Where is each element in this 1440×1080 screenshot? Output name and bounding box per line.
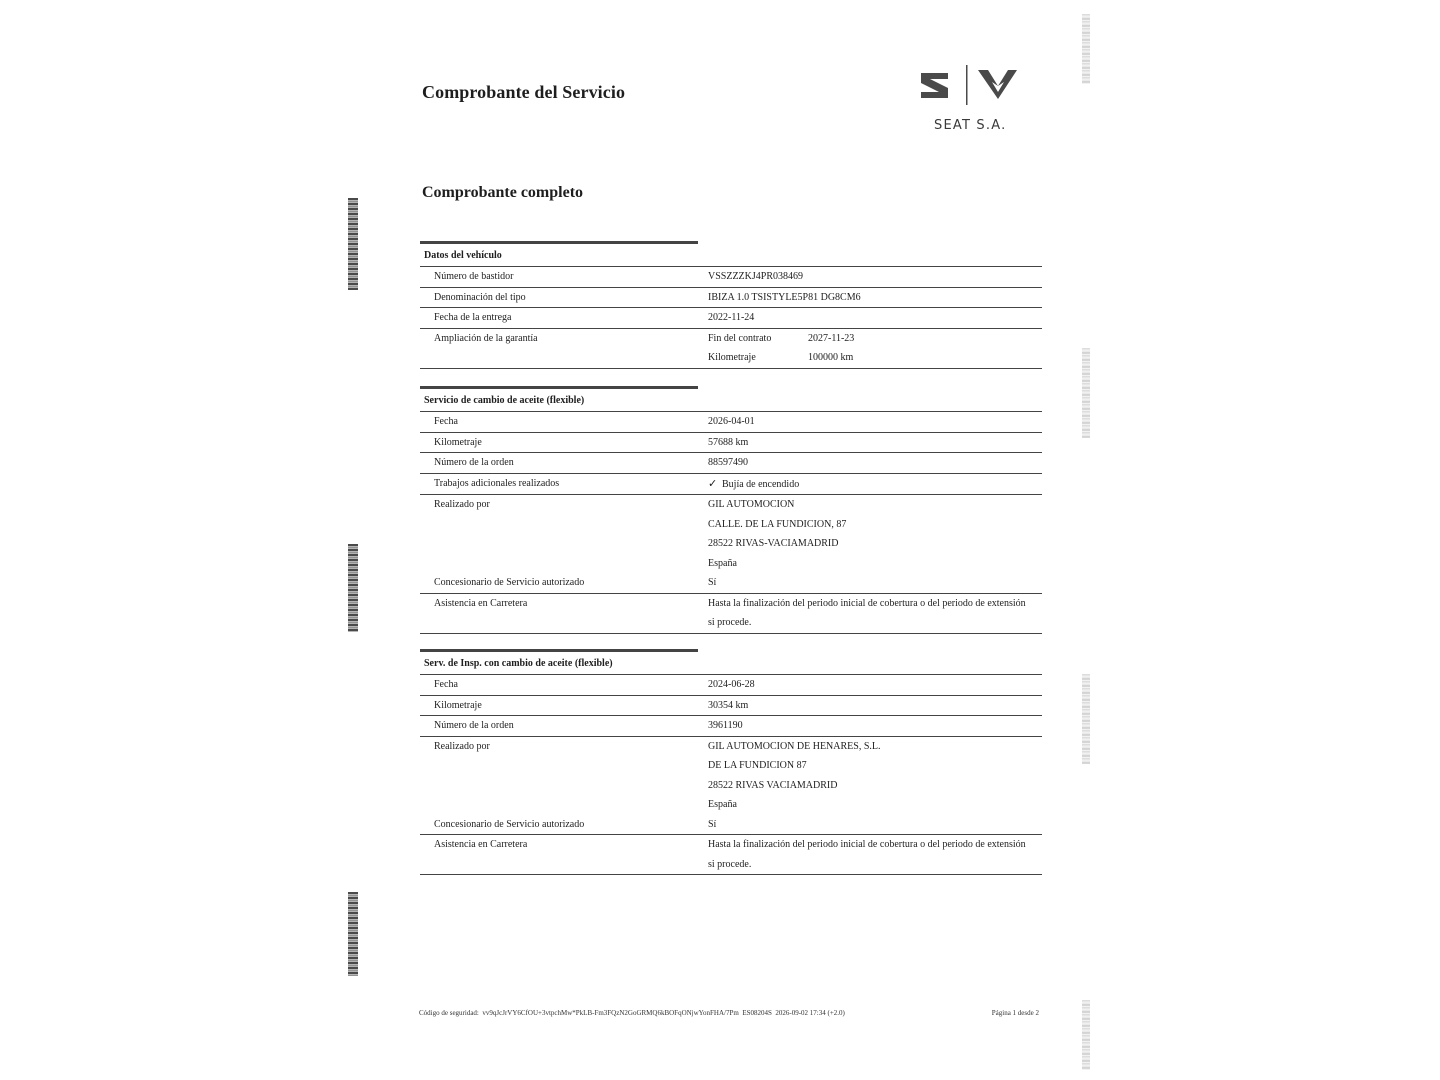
row-label: Trabajos adicionales realizados — [434, 477, 560, 489]
row-label: Concesionario de Servicio autorizado — [434, 818, 585, 830]
contract-end-label: Fin del contrato — [708, 332, 772, 344]
warranty-details — [708, 329, 1042, 368]
row-label: Kilometraje — [434, 699, 482, 711]
row-label: Realizado por — [434, 499, 490, 510]
mileage-label: Kilometraje — [708, 352, 756, 363]
table-row — [420, 287, 1042, 308]
row-label: Denominación del tipo — [434, 291, 526, 303]
roadside-assistance-value — [708, 594, 1042, 633]
extra-work-item: Bujía de encendido — [722, 478, 800, 490]
table-row — [420, 715, 1042, 736]
row-label: Número de bastidor — [434, 271, 514, 282]
row-value: 30354 km — [708, 699, 749, 711]
mileage-value: 100000 km — [808, 352, 854, 363]
page-number: Página 1 desde 2 — [991, 1009, 1039, 1017]
table-row — [420, 432, 1042, 453]
document-title: Comprobante del Servicio — [422, 82, 626, 102]
contract-end-value: 2027-11-23 — [808, 332, 855, 344]
row-label: Asistencia en Carretera — [434, 597, 528, 609]
row-label: Asistencia en Carretera — [434, 839, 528, 850]
oil-service-section — [420, 386, 1042, 634]
print-timestamp: 2026-09-02 17:34 (+2.0) — [775, 1009, 845, 1017]
section-heading: Servicio de cambio de aceite (flexible) — [420, 386, 698, 411]
assistance-line: Hasta la finalización del periodo inicial de cobertura o del periodo de extensión — [708, 597, 1026, 609]
scan-artifact — [1082, 348, 1090, 438]
row-label: Fecha — [434, 416, 458, 427]
row-value: 2022-11-24 — [708, 312, 755, 323]
assistance-line: Hasta la finalización del periodo inicial de cobertura o del periodo de extensión — [708, 839, 1026, 850]
address-line: GIL AUTOMOCION DE HENARES, S.L. — [708, 740, 881, 752]
assistance-line: si procede. — [708, 617, 752, 628]
table-row — [420, 834, 1042, 875]
section-heading: Datos del vehículo — [420, 241, 698, 266]
table-row — [420, 411, 1042, 432]
checkmark-icon: ✓ — [708, 476, 718, 490]
seat-logo-icon — [918, 64, 1028, 114]
row-value: 2026-04-01 — [708, 416, 755, 427]
scan-artifact — [1082, 1000, 1090, 1070]
scan-artifact — [348, 892, 358, 976]
table-row — [420, 593, 1042, 634]
row-value: VSSZZZKJ4PR038469 — [708, 271, 804, 282]
address-line: 28522 RIVAS-VACIAMADRID — [708, 538, 839, 549]
dealer-address — [708, 495, 1042, 593]
scan-artifact — [1082, 14, 1090, 84]
row-label: Número de la orden — [434, 457, 514, 468]
section-title: Comprobante completo — [422, 184, 584, 201]
row-label: Fecha — [434, 679, 458, 690]
row-value: 3961190 — [708, 720, 743, 731]
table-row — [420, 328, 1042, 369]
address-line: 28522 RIVAS VACIAMADRID — [708, 779, 838, 791]
table-row — [420, 736, 1042, 835]
table-row — [420, 695, 1042, 716]
row-value: 88597490 — [708, 457, 748, 468]
address-line: GIL AUTOMOCION — [708, 499, 795, 510]
row-label: Concesionario de Servicio autorizado — [434, 577, 585, 588]
row-value: 2024-06-28 — [708, 679, 755, 690]
table-row — [420, 494, 1042, 593]
inspection-service-section — [420, 649, 1042, 875]
row-label: Número de la orden — [434, 720, 514, 731]
table-row — [420, 674, 1042, 695]
address-line: DE LA FUNDICION 87 — [708, 760, 807, 771]
address-line: CALLE. DE LA FUNDICION, 87 — [708, 518, 847, 530]
table-row — [420, 307, 1042, 328]
roadside-assistance-value — [708, 835, 1042, 874]
dealer-authorized-value: Sí — [708, 577, 717, 588]
table-row — [420, 266, 1042, 287]
document-reference: ES08204S — [742, 1009, 772, 1017]
address-line: España — [708, 799, 737, 810]
scan-artifact — [348, 198, 358, 290]
security-code-line — [419, 1009, 845, 1017]
dealer-authorized-value: Sí — [708, 818, 717, 830]
dealer-address — [708, 737, 1042, 835]
section-heading: Serv. de Insp. con cambio de aceite (flexible) — [420, 649, 698, 674]
table-row — [420, 473, 1042, 495]
security-code: vv9qJcJrVY6CfOU+3vtpchMw*PkLB-Fm3FQzN2GoGRMQ6kBOFqONjwYonFHA/7Pm — [482, 1009, 739, 1017]
row-label: Realizado por — [434, 740, 490, 752]
table-row — [420, 452, 1042, 473]
scan-artifact — [1082, 674, 1090, 764]
row-label: Fecha de la entrega — [434, 312, 512, 323]
company-name: SEAT S.A. — [934, 118, 1007, 133]
assistance-line: si procede. — [708, 858, 752, 870]
scan-artifact — [348, 544, 358, 632]
cupra-logo-icon — [978, 70, 1017, 99]
vehicle-data-section — [420, 241, 1042, 369]
row-value: IBIZA 1.0 TSISTYLE5P81 DG8CM6 — [708, 291, 861, 303]
security-label: Código de seguridad: — [419, 1009, 479, 1017]
row-label: Ampliación de la garantía — [434, 332, 538, 344]
row-label: Kilometraje — [434, 436, 482, 448]
address-line: España — [708, 557, 737, 569]
row-value — [708, 474, 1042, 495]
row-value: 57688 km — [708, 436, 749, 448]
